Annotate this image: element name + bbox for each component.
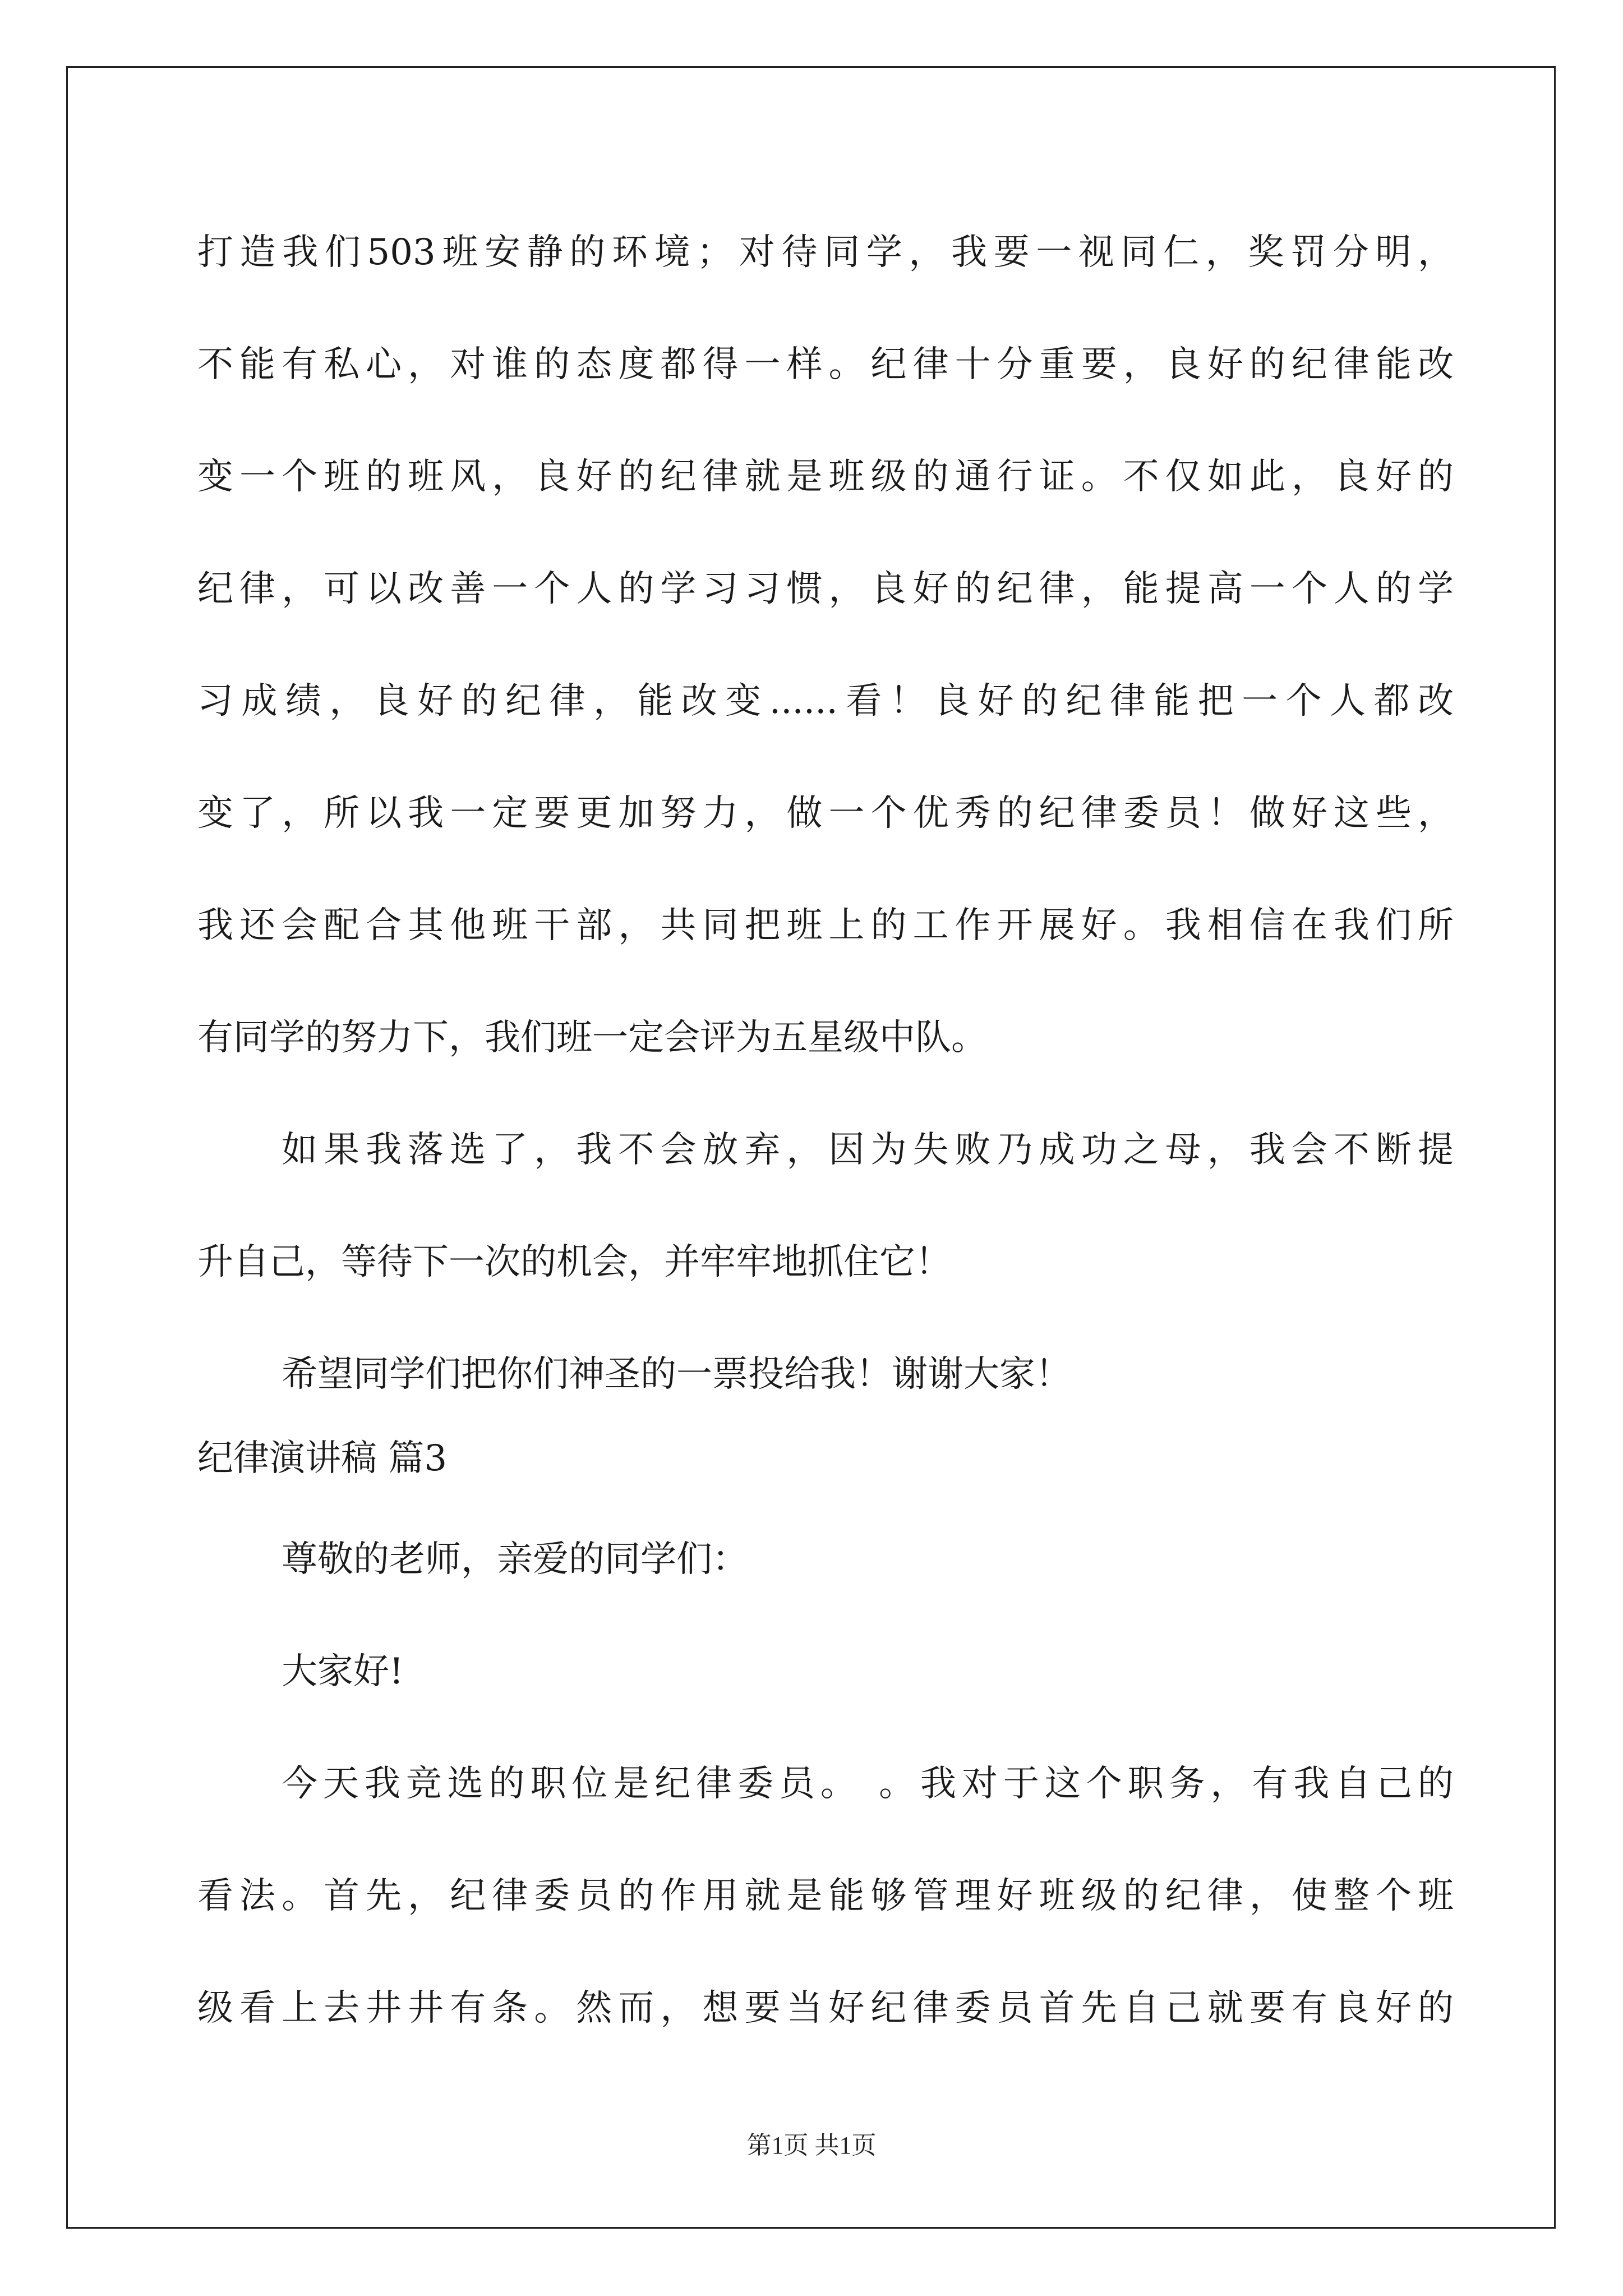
paragraph-line: 变一个班的班风，良好的纪律就是班级的通行证。不仅如此，良好的: [197, 456, 1454, 498]
paragraph-line: 今天我竞选的职位是纪律委员。 。我对于这个职务，有我自己的: [282, 1763, 1454, 1805]
paragraph-line: 我还会配合其他班干部，共同把班上的工作开展好。我相信在我们所: [197, 905, 1454, 946]
paragraph-line: 习成绩，良好的纪律，能改变......看！良好的纪律能把一个人都改: [197, 680, 1454, 722]
page-footer: 第1页 共1页: [746, 2132, 877, 2159]
paragraph-line: 级看上去井井有条。然而，想要当好纪律委员首先自己就要有良好的: [197, 1987, 1454, 2029]
paragraph-line: 打造我们503班安静的环境；对待同学，我要一视同仁，奖罚分明，: [197, 232, 1454, 273]
paragraph-line: 希望同学们把你们神圣的一票投给我！谢谢大家！: [282, 1354, 1071, 1395]
paragraph-line: 变了，所以我一定要更加努力，做一个优秀的纪律委员！做好这些，: [197, 793, 1454, 834]
salutation: 尊敬的老师，亲爱的同学们：: [282, 1539, 748, 1580]
paragraph-line: 不能有私心，对谁的态度都得一样。纪律十分重要，良好的纪律能改: [197, 344, 1454, 385]
paragraph-line: 看法。首先，纪律委员的作用就是能够管理好班级的纪律，使整个班: [197, 1875, 1454, 1917]
section-heading: 纪律演讲稿 篇3: [197, 1438, 448, 1479]
paragraph-line: 升自己，等待下一次的机会，并牢牢地抓住它！: [197, 1241, 951, 1283]
greeting: 大家好!: [282, 1651, 404, 1692]
paragraph-line: 纪律，可以改善一个人的学习习惯，良好的纪律，能提高一个人的学: [197, 568, 1454, 610]
paragraph-line: 有同学的努力下，我们班一定会评为五星级中队。: [197, 1017, 987, 1059]
paragraph-line: 如果我落选了，我不会放弃，因为失败乃成功之母，我会不断提: [282, 1129, 1454, 1171]
